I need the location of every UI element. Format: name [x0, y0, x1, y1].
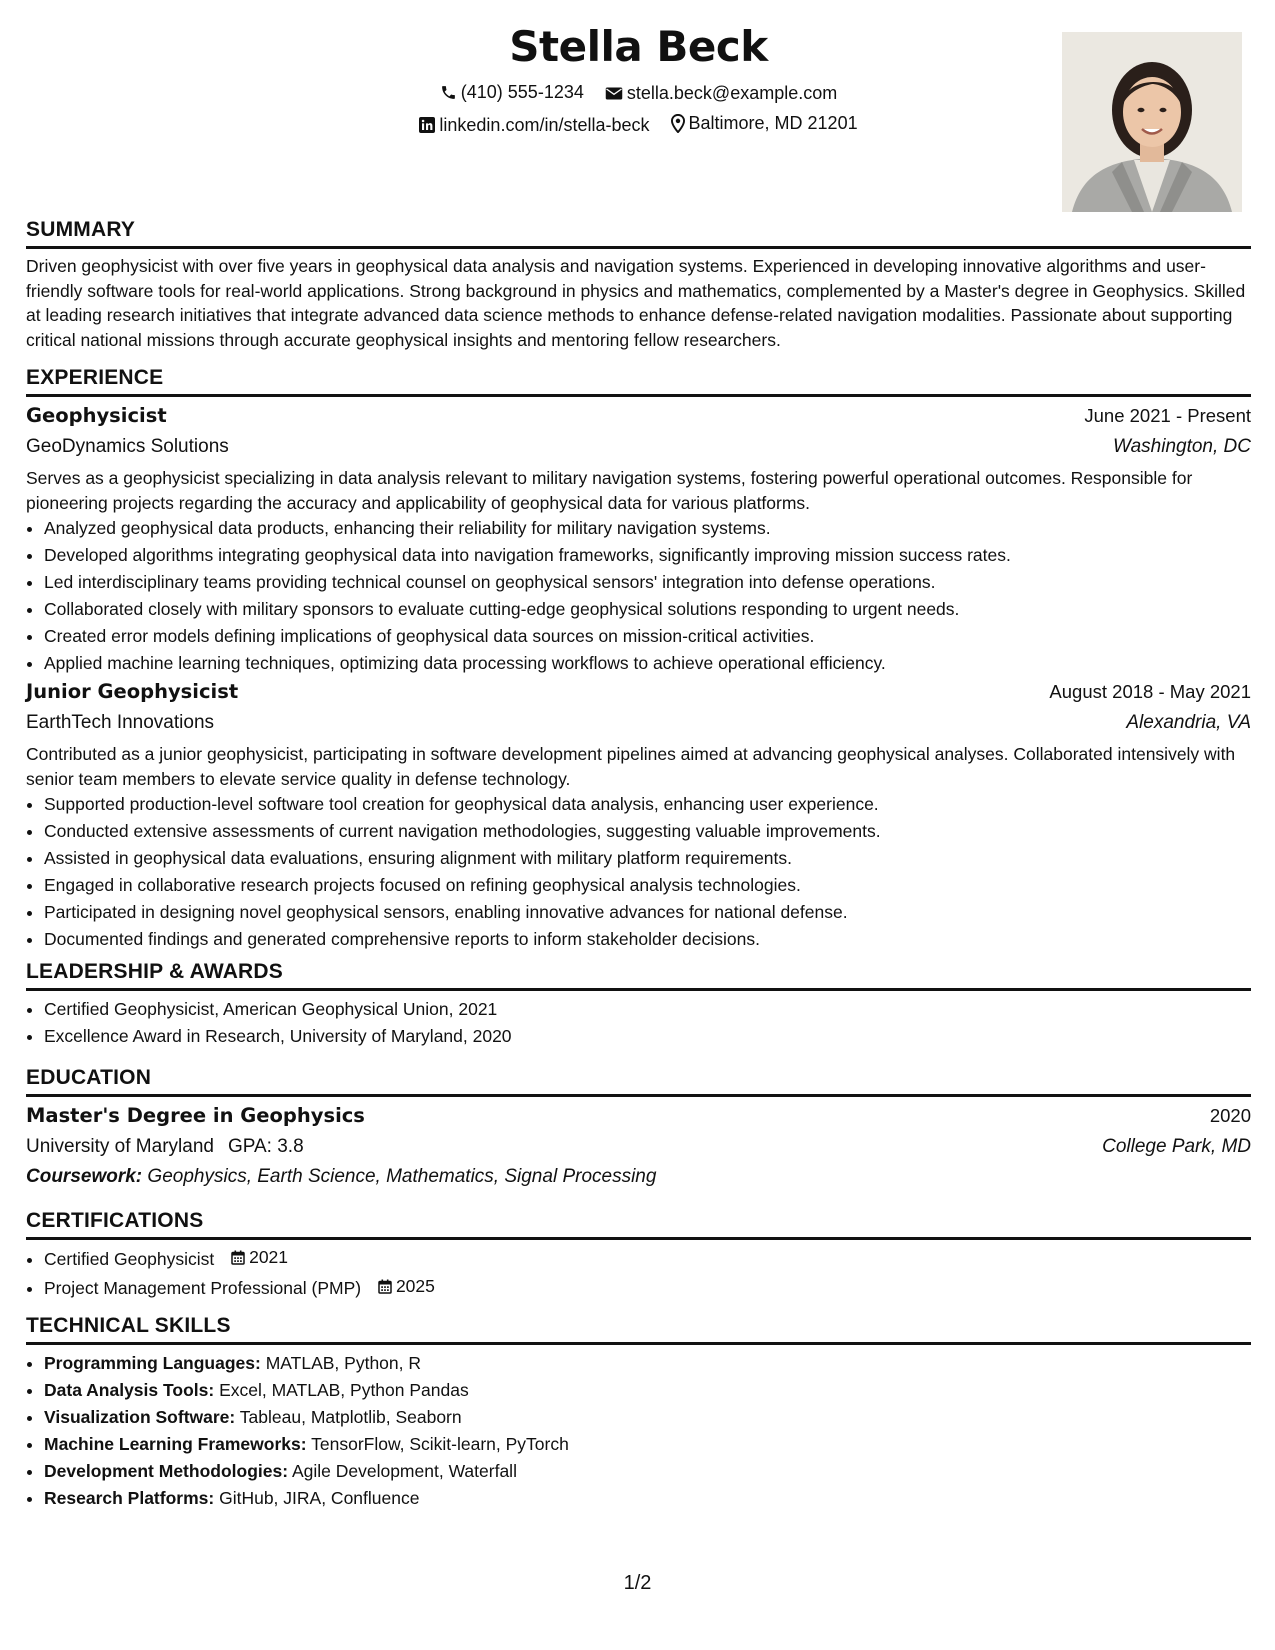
job-bullet: • Participated in designing novel geophysical sensors, enabling innovative advances for national defense.: [44, 899, 1251, 926]
skill-item: [44, 1350, 1251, 1377]
degree-row: [26, 1100, 1251, 1131]
job-description: Contributed as a junior geophysicist, participating in software development pipelines aimed at advancing geophysical analyses. Collaborated intensively with senior team members to elevate service quality in defense technology.: [26, 744, 1236, 789]
summary-section: [26, 254, 1251, 352]
calendar-icon: [231, 1250, 245, 1265]
school-info: [26, 1131, 304, 1162]
job-bullet: • Developed algorithms integrating geophysical data into navigation frameworks, significantly improving mission success rates.: [44, 542, 1251, 569]
summary-text: Driven geophysicist with over five years in geophysical data analysis and navigation systems. Experienced in developing innovative algorithms and user-friendly software tools for real-world applications. Strong background in physics and mathematics, complemented by a Master's degree in Geophysics. Skilled at leading research initiatives that integrate advanced data science methods to enhance defense-related navigation modalities. Passionate about supporting critical national missions through accurate geophysical insights and mentoring fellow researchers.: [26, 256, 1246, 350]
awards-list: [26, 996, 1251, 1050]
skills-list: [26, 1350, 1251, 1512]
skill-label: Programming Languages:: [44, 1353, 261, 1373]
job-bullet: • Documented findings and generated comprehensive reports to inform stakeholder decisions.: [44, 926, 1251, 953]
certification-name: Certified Geophysicist: [44, 1249, 215, 1269]
map-pin-icon: [671, 114, 685, 133]
profile-photo: [1062, 32, 1242, 212]
job-company-row: [26, 431, 1251, 462]
education-heading: EDUCATION: [26, 1066, 1251, 1097]
skill-item: [44, 1431, 1251, 1458]
location-text: Baltimore, MD 21201: [688, 113, 858, 133]
coursework-list: Geophysics, Earth Science, Mathematics, Signal Processing: [147, 1166, 657, 1187]
job-location: Alexandria, VA: [1126, 712, 1251, 733]
job-bullet: • Conducted extensive assessments of current navigation methodologies, suggesting valuable improvements.: [44, 818, 1251, 845]
awards-heading: LEADERSHIP & AWARDS: [26, 960, 1251, 991]
linkedin-icon: [419, 117, 435, 133]
job-bullet: • Analyzed geophysical data products, enhancing their reliability for military navigation systems.: [44, 515, 1251, 542]
awards-section: [26, 996, 1251, 1050]
phone-icon: [440, 84, 457, 101]
experience-heading: EXPERIENCE: [26, 366, 1251, 397]
skill-item: [44, 1377, 1251, 1404]
coursework-row: [26, 1162, 1251, 1192]
linkedin-contact[interactable]: [419, 113, 649, 137]
certifications-list: [26, 1244, 1251, 1302]
certification-year: 2021: [249, 1247, 289, 1267]
skill-value: Tableau, Matplotlib, Seaborn: [239, 1407, 462, 1427]
school-location: College Park, MD: [1102, 1136, 1251, 1157]
certification-item: [44, 1273, 1251, 1302]
job-bullet-list: [26, 791, 1251, 953]
resume-header: [26, 0, 1251, 215]
skill-label: Data Analysis Tools:: [44, 1380, 215, 1400]
job-bullet: • Assisted in geophysical data evaluations, ensuring alignment with military platform requirements.: [44, 845, 1251, 872]
certification-date: [378, 1273, 435, 1300]
job-bullet: • Engaged in collaborative research projects focused on refining geophysical analysis technologies.: [44, 872, 1251, 899]
coursework-label: Coursework:: [26, 1166, 143, 1187]
location-contact: [671, 111, 858, 135]
job-bullet-list: [26, 515, 1251, 677]
degree-year: 2020: [1209, 1105, 1251, 1126]
envelope-icon: [605, 86, 623, 101]
job-title: Geophysicist: [26, 404, 167, 427]
portrait-image: [1062, 32, 1242, 212]
skill-label: Development Methodologies:: [44, 1461, 289, 1481]
skill-value: Excel, MATLAB, Python Pandas: [219, 1380, 469, 1400]
certification-name: Project Management Professional (PMP): [44, 1278, 362, 1298]
skills-section: [26, 1350, 1251, 1512]
skill-value: TensorFlow, Scikit-learn, PyTorch: [311, 1434, 569, 1454]
phone-text: (410) 555-1234: [460, 82, 584, 102]
skill-item: [44, 1485, 1251, 1512]
skill-label: Visualization Software:: [44, 1407, 236, 1427]
job-bullet: • Created error models defining implications of geophysical data sources on mission-critical activities.: [44, 623, 1251, 650]
gpa: GPA: 3.8: [227, 1136, 304, 1157]
certification-item: [44, 1244, 1251, 1273]
summary-heading: SUMMARY: [26, 218, 1251, 249]
job-bullet: • Applied machine learning techniques, optimizing data processing workflows to achieve operational efficiency.: [44, 650, 1251, 677]
job-dates: August 2018 - May 2021: [1049, 681, 1251, 702]
certification-year: 2025: [395, 1276, 435, 1296]
skill-label: Machine Learning Frameworks:: [44, 1434, 307, 1454]
job-bullet: • Collaborated closely with military sponsors to evaluate cutting-edge geophysical solutions responding to urgent needs.: [44, 596, 1251, 623]
skill-item: [44, 1458, 1251, 1485]
certification-date: [231, 1244, 288, 1271]
skill-value: Agile Development, Waterfall: [291, 1461, 517, 1481]
job-company-row: [26, 707, 1251, 738]
page-number: 1/2: [623, 1572, 652, 1594]
resume-page: [26, 0, 1251, 1650]
job-title: Junior Geophysicist: [26, 680, 239, 703]
email-contact[interactable]: [605, 81, 837, 105]
job-bullet: • Led interdisciplinary teams providing technical counsel on geophysical sensors' integration into defense operations.: [44, 569, 1251, 596]
award-item: • Excellence Award in Research, University of Maryland, 2020: [44, 1023, 1251, 1050]
skill-label: Research Platforms:: [44, 1488, 215, 1508]
linkedin-text[interactable]: linkedin.com/in/stella-beck: [439, 114, 650, 135]
skill-item: [44, 1404, 1251, 1431]
job-dates: June 2021 - Present: [1084, 405, 1251, 426]
skills-heading: TECHNICAL SKILLS: [26, 1314, 1251, 1345]
calendar-icon: [378, 1279, 392, 1294]
certifications-heading: CERTIFICATIONS: [26, 1209, 1251, 1240]
job-company: GeoDynamics Solutions: [26, 436, 229, 457]
award-item: • Certified Geophysicist, American Geophysical Union, 2021: [44, 996, 1251, 1023]
job-location: Washington, DC: [1113, 436, 1251, 457]
school-row: [26, 1131, 1251, 1162]
job-entry-1: [26, 400, 1251, 677]
phone-contact: [440, 80, 584, 104]
job-description: Serves as a geophysicist specializing in data analysis relevant to military navigation systems, fostering powerful operational outcomes. Responsible for pioneering projects regarding the accuracy and applicability of geophysical data for various platforms.: [26, 468, 1193, 513]
email-text[interactable]: stella.beck@example.com: [626, 83, 838, 103]
school-name: University of Maryland: [26, 1136, 214, 1157]
degree-title: Master's Degree in Geophysics: [26, 1104, 365, 1127]
certifications-section: [26, 1244, 1251, 1302]
education-section: [26, 1100, 1251, 1192]
candidate-name: Stella Beck: [509, 22, 768, 71]
job-bullet: • Supported production-level software tool creation for geophysical data analysis, enhancing user experience.: [44, 791, 1251, 818]
job-company: EarthTech Innovations: [26, 712, 215, 733]
skill-value: MATLAB, Python, R: [265, 1353, 422, 1373]
job-header-row: [26, 676, 1251, 707]
job-entry-2: [26, 676, 1251, 953]
job-header-row: [26, 400, 1251, 431]
skill-value: GitHub, JIRA, Confluence: [219, 1488, 420, 1508]
